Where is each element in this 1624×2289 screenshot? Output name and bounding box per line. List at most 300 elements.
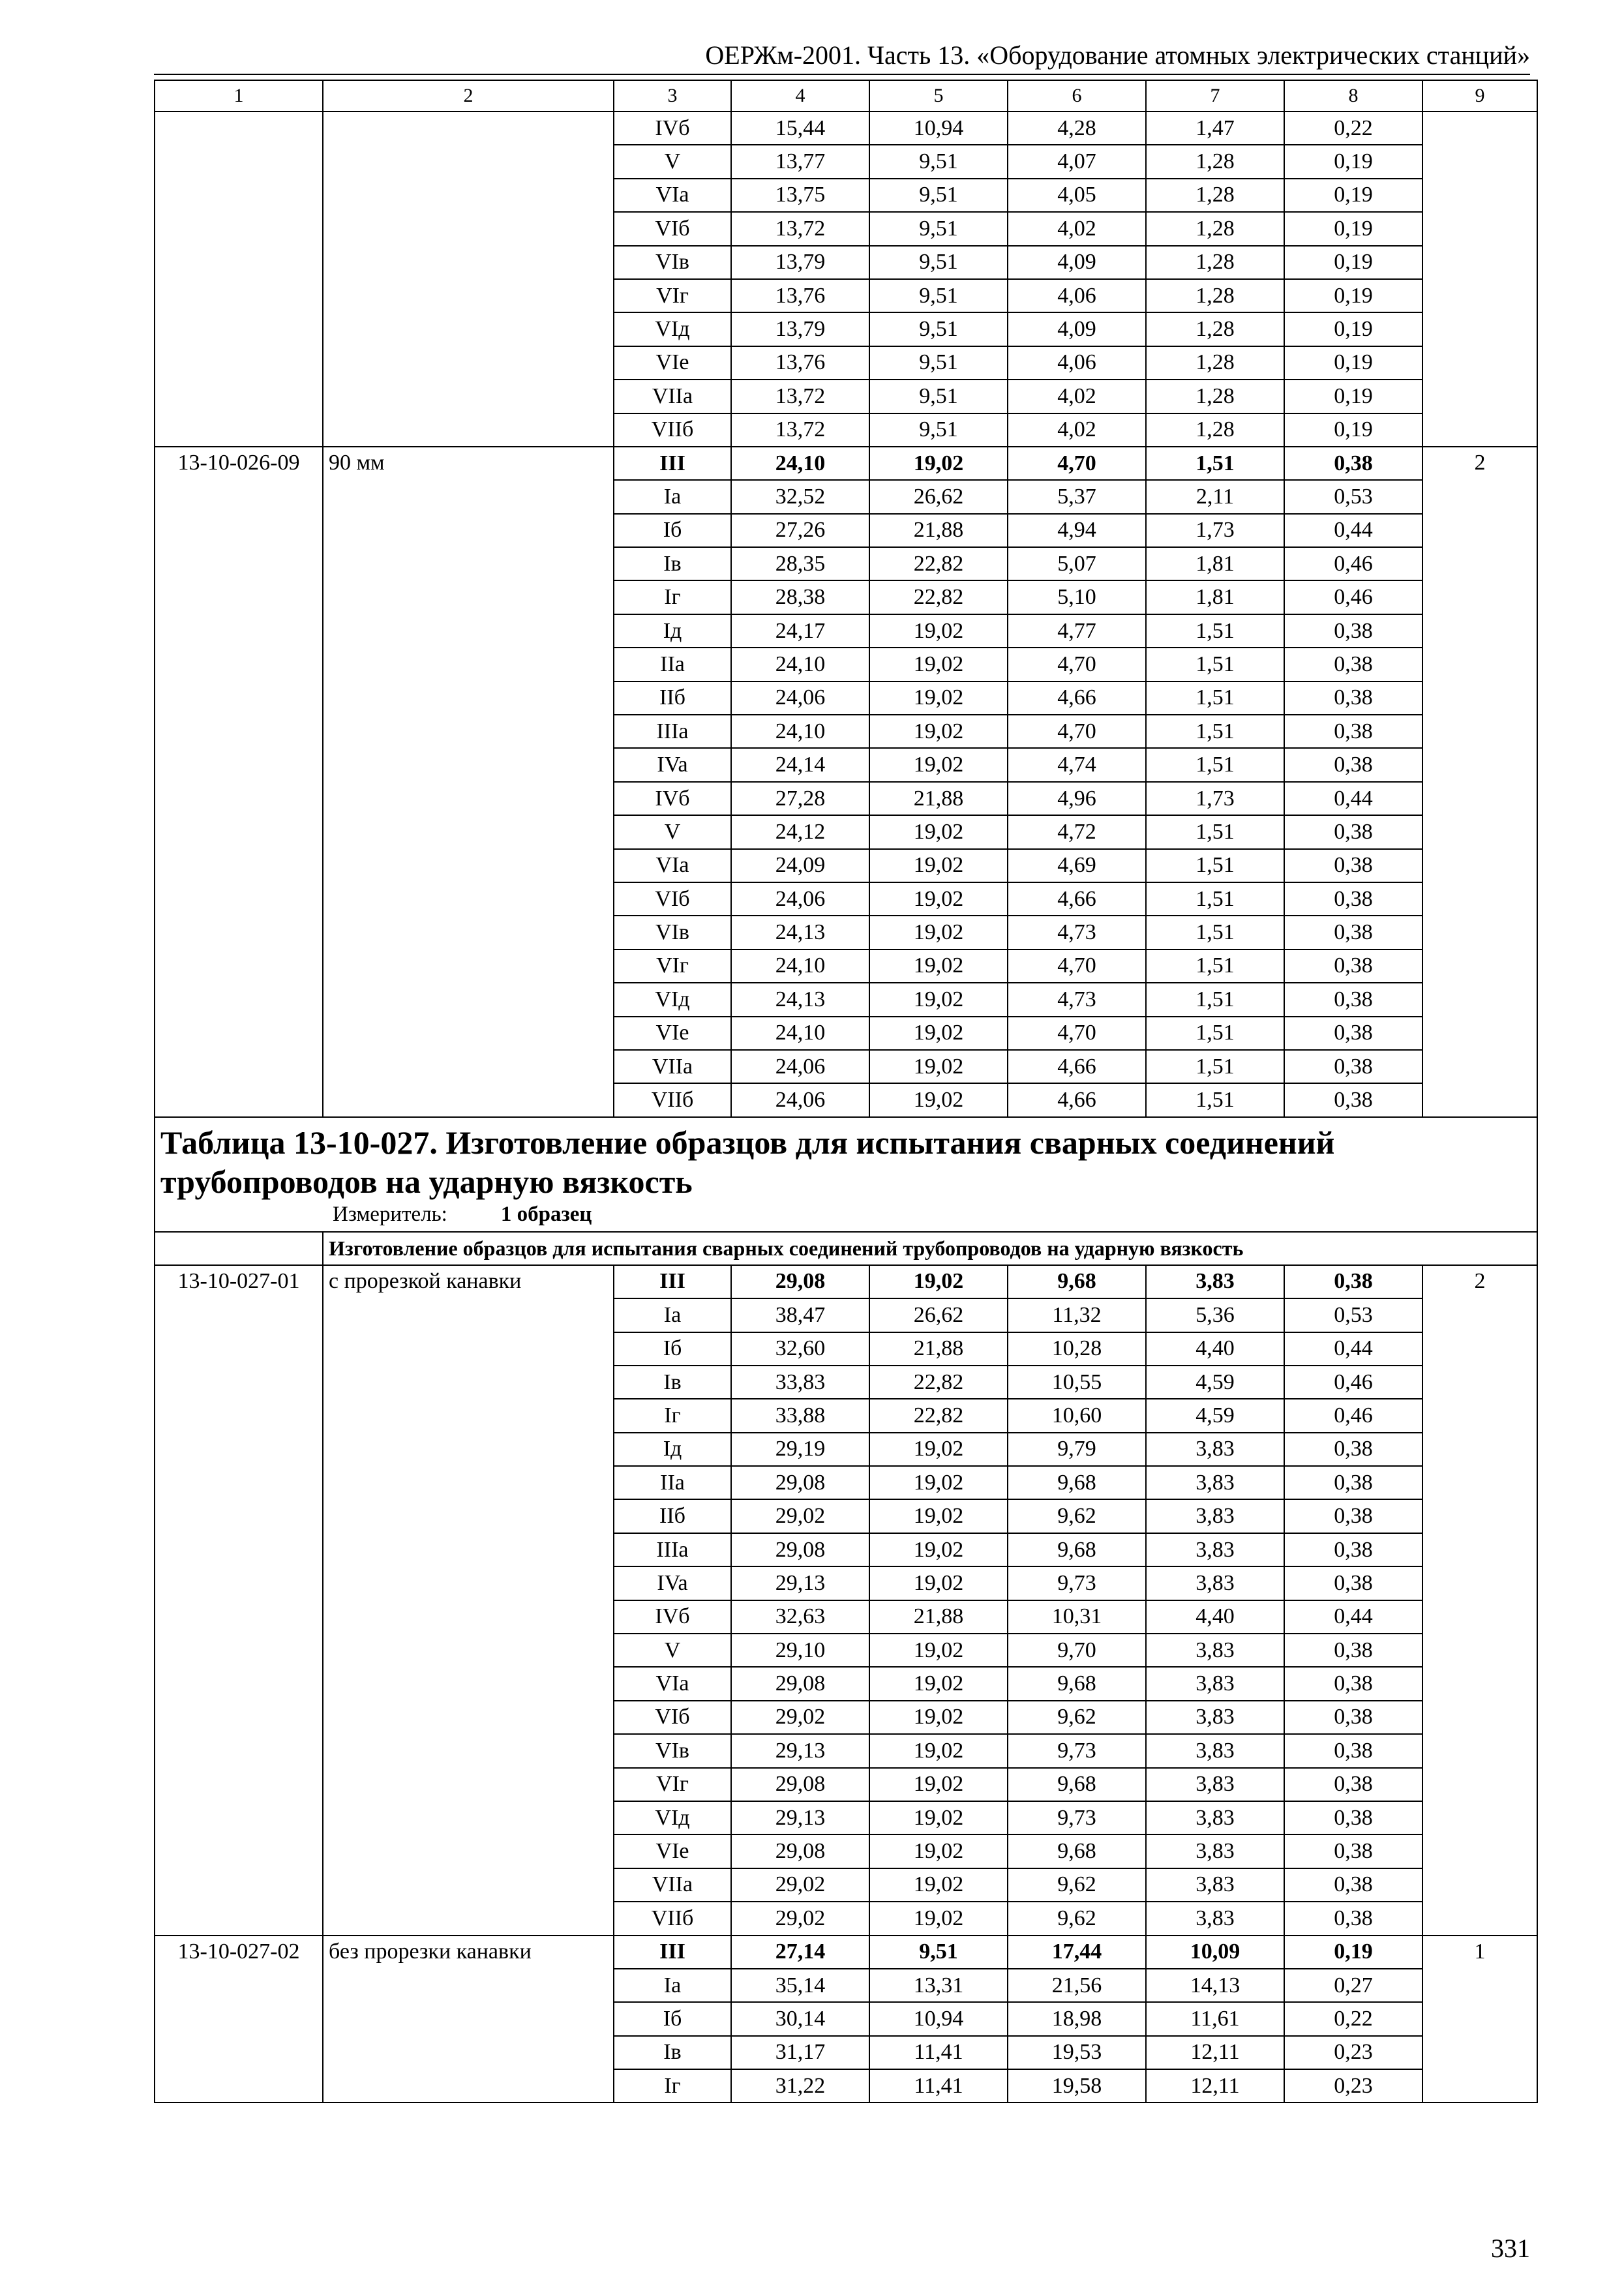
value-cell: 4,59 xyxy=(1146,1399,1284,1432)
zone-cell: Iв xyxy=(614,2036,731,2069)
zone-cell: V xyxy=(614,815,731,848)
zone-cell: VIe xyxy=(614,1017,731,1050)
value-cell: 26,62 xyxy=(869,1298,1008,1332)
value-cell: 9,73 xyxy=(1008,1566,1146,1600)
value-cell: 0,46 xyxy=(1284,1366,1422,1399)
value-cell: 9,51 xyxy=(869,246,1008,279)
value-cell: 9,51 xyxy=(869,279,1008,312)
value-cell: 9,68 xyxy=(1008,1667,1146,1700)
value-cell: 1,28 xyxy=(1146,413,1284,447)
value-cell: 0,19 xyxy=(1284,1936,1422,1969)
value-cell: 38,47 xyxy=(731,1298,869,1332)
value-cell: 22,82 xyxy=(869,1366,1008,1399)
value-cell: 19,02 xyxy=(869,1083,1008,1116)
zone-cell: IVб xyxy=(614,112,731,145)
value-cell: 1,51 xyxy=(1146,815,1284,848)
value-cell: 0,19 xyxy=(1284,279,1422,312)
value-cell: 22,82 xyxy=(869,1399,1008,1432)
value-cell: 9,68 xyxy=(1008,1265,1146,1298)
value-cell: 0,38 xyxy=(1284,1902,1422,1935)
zone-cell: IIб xyxy=(614,1499,731,1533)
value-cell: 24,17 xyxy=(731,614,869,648)
value-cell: 1,28 xyxy=(1146,179,1284,212)
value-cell: 35,14 xyxy=(731,1969,869,2002)
value-cell: 19,58 xyxy=(1008,2069,1146,2102)
value-cell: 24,09 xyxy=(731,849,869,882)
value-cell: 1,47 xyxy=(1146,112,1284,145)
value-cell: 24,10 xyxy=(731,1017,869,1050)
zone-cell: VIIб xyxy=(614,1083,731,1116)
value-cell: 10,94 xyxy=(869,112,1008,145)
value-cell: 0,38 xyxy=(1284,1499,1422,1533)
value-cell: 21,88 xyxy=(869,514,1008,547)
value-cell: 27,26 xyxy=(731,514,869,547)
value-cell: 0,19 xyxy=(1284,179,1422,212)
value-cell: 4,59 xyxy=(1146,1366,1284,1399)
rates-table xyxy=(154,80,1538,2103)
zone-cell: Ia xyxy=(614,1969,731,2002)
value-cell: 24,06 xyxy=(731,1083,869,1116)
zone-cell: IIa xyxy=(614,648,731,681)
value-cell: 21,88 xyxy=(869,782,1008,815)
value-cell: 1,28 xyxy=(1146,279,1284,312)
table-title: Таблица 13-10-027. Изготовление образцов для испытания сварных соединений трубопроводов на ударную вязкость xyxy=(160,1124,1335,1200)
value-cell: 9,62 xyxy=(1008,1499,1146,1533)
value-cell: 9,51 xyxy=(869,1936,1008,1969)
code-cell: 13-10-027-02 xyxy=(155,1936,323,2103)
zone-cell: VIIa xyxy=(614,380,731,413)
value-cell: 0,53 xyxy=(1284,1298,1422,1332)
value-cell: 4,72 xyxy=(1008,815,1146,848)
zone-cell: IVa xyxy=(614,1566,731,1600)
value-cell: 19,53 xyxy=(1008,2036,1146,2069)
value-cell: 19,02 xyxy=(869,1868,1008,1902)
code-cell: 13-10-027-01 xyxy=(155,1265,323,1936)
value-cell: 4,02 xyxy=(1008,212,1146,245)
value-cell: 24,12 xyxy=(731,815,869,848)
value-cell: 1,51 xyxy=(1146,1083,1284,1116)
value-cell: 0,38 xyxy=(1284,1701,1422,1734)
column-number: 7 xyxy=(1146,80,1284,112)
value-cell: 4,74 xyxy=(1008,748,1146,781)
value-cell: 1,28 xyxy=(1146,312,1284,346)
value-cell: 0,19 xyxy=(1284,312,1422,346)
column-number: 6 xyxy=(1008,80,1146,112)
value-cell: 19,02 xyxy=(869,1433,1008,1466)
value-cell: 33,83 xyxy=(731,1366,869,1399)
value-cell: 11,41 xyxy=(869,2069,1008,2102)
value-cell: 3,83 xyxy=(1146,1466,1284,1499)
value-cell: 1,51 xyxy=(1146,950,1284,983)
value-cell: 24,06 xyxy=(731,681,869,715)
value-cell: 4,73 xyxy=(1008,983,1146,1016)
value-cell: 0,38 xyxy=(1284,916,1422,949)
value-cell: 9,68 xyxy=(1008,1533,1146,1566)
value-cell: 11,61 xyxy=(1146,2002,1284,2035)
value-cell: 0,19 xyxy=(1284,380,1422,413)
value-cell: 13,79 xyxy=(731,246,869,279)
value-cell: 29,10 xyxy=(731,1634,869,1667)
value-cell: 19,02 xyxy=(869,1701,1008,1734)
value-cell: 29,08 xyxy=(731,1834,869,1868)
value-cell: 19,02 xyxy=(869,1902,1008,1935)
zone-cell: III xyxy=(614,447,731,480)
value-cell: 3,83 xyxy=(1146,1265,1284,1298)
zone-cell: VIIa xyxy=(614,1050,731,1083)
quantity-cell xyxy=(1422,112,1537,447)
value-cell: 29,02 xyxy=(731,1868,869,1902)
value-cell: 24,06 xyxy=(731,1050,869,1083)
value-cell: 19,02 xyxy=(869,849,1008,882)
value-cell: 3,83 xyxy=(1146,1533,1284,1566)
value-cell: 13,72 xyxy=(731,380,869,413)
value-cell: 0,38 xyxy=(1284,849,1422,882)
value-cell: 0,46 xyxy=(1284,547,1422,580)
value-cell: 4,77 xyxy=(1008,614,1146,648)
value-cell: 13,76 xyxy=(731,279,869,312)
value-cell: 4,66 xyxy=(1008,681,1146,715)
value-cell: 1,28 xyxy=(1146,346,1284,380)
value-cell: 9,51 xyxy=(869,179,1008,212)
value-cell: 9,51 xyxy=(869,346,1008,380)
value-cell: 19,02 xyxy=(869,1499,1008,1533)
value-cell: 1,51 xyxy=(1146,916,1284,949)
zone-cell: Iг xyxy=(614,580,731,614)
value-cell: 13,72 xyxy=(731,413,869,447)
value-cell: 30,14 xyxy=(731,2002,869,2035)
value-cell: 13,75 xyxy=(731,179,869,212)
value-cell: 0,38 xyxy=(1284,1734,1422,1767)
value-cell: 1,51 xyxy=(1146,983,1284,1016)
value-cell: 3,83 xyxy=(1146,1701,1284,1734)
value-cell: 19,02 xyxy=(869,748,1008,781)
value-cell: 24,10 xyxy=(731,648,869,681)
value-cell: 9,73 xyxy=(1008,1734,1146,1767)
value-cell: 0,23 xyxy=(1284,2069,1422,2102)
value-cell: 1,51 xyxy=(1146,681,1284,715)
quantity-cell: 1 xyxy=(1422,1936,1537,2103)
value-cell: 1,73 xyxy=(1146,782,1284,815)
value-cell: 32,60 xyxy=(731,1332,869,1366)
column-number: 3 xyxy=(614,80,731,112)
value-cell: 0,19 xyxy=(1284,246,1422,279)
value-cell: 19,02 xyxy=(869,1466,1008,1499)
value-cell: 19,02 xyxy=(869,950,1008,983)
value-cell: 13,76 xyxy=(731,346,869,380)
value-cell: 13,31 xyxy=(869,1969,1008,2002)
measure-line xyxy=(333,1201,1531,1227)
value-cell: 9,68 xyxy=(1008,1768,1146,1801)
value-cell: 0,38 xyxy=(1284,815,1422,848)
value-cell: 22,82 xyxy=(869,547,1008,580)
value-cell: 4,09 xyxy=(1008,312,1146,346)
value-cell: 10,09 xyxy=(1146,1936,1284,1969)
value-cell: 4,06 xyxy=(1008,346,1146,380)
zone-cell: VIa xyxy=(614,1667,731,1700)
value-cell: 19,02 xyxy=(869,1667,1008,1700)
value-cell: 4,70 xyxy=(1008,648,1146,681)
value-cell: 0,38 xyxy=(1284,1533,1422,1566)
value-cell: 19,02 xyxy=(869,447,1008,480)
value-cell: 9,73 xyxy=(1008,1801,1146,1834)
table-row xyxy=(155,1936,1537,1969)
value-cell: 10,94 xyxy=(869,2002,1008,2035)
value-cell: 4,73 xyxy=(1008,916,1146,949)
value-cell: 4,94 xyxy=(1008,514,1146,547)
value-cell: 26,62 xyxy=(869,480,1008,513)
zone-cell: IIб xyxy=(614,681,731,715)
zone-cell: VIIa xyxy=(614,1868,731,1902)
column-number: 2 xyxy=(323,80,614,112)
value-cell: 32,63 xyxy=(731,1600,869,1634)
value-cell: 22,82 xyxy=(869,580,1008,614)
value-cell: 19,02 xyxy=(869,681,1008,715)
zone-cell: Iб xyxy=(614,2002,731,2035)
zone-cell: VIг xyxy=(614,1768,731,1801)
value-cell: 0,44 xyxy=(1284,1600,1422,1634)
value-cell: 24,13 xyxy=(731,916,869,949)
value-cell: 13,79 xyxy=(731,312,869,346)
value-cell: 9,62 xyxy=(1008,1868,1146,1902)
zone-cell: VIб xyxy=(614,212,731,245)
value-cell: 0,38 xyxy=(1284,748,1422,781)
zone-cell: III xyxy=(614,1936,731,1969)
zone-cell: VIe xyxy=(614,1834,731,1868)
running-title: ОЕРЖм-2001. Часть 13. «Оборудование атомных электрических станций» xyxy=(705,40,1530,70)
value-cell: 29,19 xyxy=(731,1433,869,1466)
value-cell: 29,08 xyxy=(731,1768,869,1801)
zone-cell: IVб xyxy=(614,782,731,815)
value-cell: 4,69 xyxy=(1008,849,1146,882)
value-cell: 0,38 xyxy=(1284,648,1422,681)
zone-cell: VIIб xyxy=(614,413,731,447)
value-cell: 28,35 xyxy=(731,547,869,580)
section-blank-cell xyxy=(155,1232,323,1265)
quantity-cell: 2 xyxy=(1422,447,1537,1117)
value-cell: 1,28 xyxy=(1146,246,1284,279)
value-cell: 29,13 xyxy=(731,1734,869,1767)
value-cell: 4,09 xyxy=(1008,246,1146,279)
value-cell: 19,02 xyxy=(869,983,1008,1016)
value-cell: 0,38 xyxy=(1284,1566,1422,1600)
value-cell: 3,83 xyxy=(1146,1834,1284,1868)
zone-cell: VIa xyxy=(614,179,731,212)
value-cell: 0,19 xyxy=(1284,413,1422,447)
value-cell: 0,38 xyxy=(1284,1050,1422,1083)
value-cell: 10,55 xyxy=(1008,1366,1146,1399)
value-cell: 1,51 xyxy=(1146,748,1284,781)
value-cell: 0,38 xyxy=(1284,1667,1422,1700)
value-cell: 31,22 xyxy=(731,2069,869,2102)
value-cell: 29,02 xyxy=(731,1499,869,1533)
zone-cell: V xyxy=(614,145,731,178)
code-cell xyxy=(155,112,323,447)
zone-cell: V xyxy=(614,1634,731,1667)
value-cell: 28,38 xyxy=(731,580,869,614)
value-cell: 9,68 xyxy=(1008,1834,1146,1868)
description-cell xyxy=(323,112,614,447)
zone-cell: VIe xyxy=(614,346,731,380)
value-cell: 5,07 xyxy=(1008,547,1146,580)
value-cell: 0,19 xyxy=(1284,145,1422,178)
value-cell: 4,70 xyxy=(1008,447,1146,480)
value-cell: 15,44 xyxy=(731,112,869,145)
value-cell: 19,02 xyxy=(869,1566,1008,1600)
value-cell: 4,40 xyxy=(1146,1332,1284,1366)
value-cell: 24,10 xyxy=(731,447,869,480)
measure-label: Измеритель: xyxy=(333,1202,447,1226)
value-cell: 3,83 xyxy=(1146,1499,1284,1533)
value-cell: 0,22 xyxy=(1284,2002,1422,2035)
value-cell: 0,38 xyxy=(1284,1083,1422,1116)
value-cell: 3,83 xyxy=(1146,1734,1284,1767)
value-cell: 0,19 xyxy=(1284,346,1422,380)
value-cell: 9,51 xyxy=(869,312,1008,346)
value-cell: 0,38 xyxy=(1284,1834,1422,1868)
value-cell: 0,38 xyxy=(1284,950,1422,983)
zone-cell: VIг xyxy=(614,279,731,312)
value-cell: 3,83 xyxy=(1146,1902,1284,1935)
value-cell: 9,51 xyxy=(869,145,1008,178)
value-cell: 32,52 xyxy=(731,480,869,513)
value-cell: 19,02 xyxy=(869,882,1008,916)
zone-cell: VIг xyxy=(614,950,731,983)
value-cell: 0,38 xyxy=(1284,1017,1422,1050)
zone-cell: Iв xyxy=(614,1366,731,1399)
value-cell: 19,02 xyxy=(869,715,1008,748)
value-cell: 9,68 xyxy=(1008,1466,1146,1499)
description-cell: 90 мм xyxy=(323,447,614,1117)
column-number: 4 xyxy=(731,80,869,112)
zone-cell: Iб xyxy=(614,1332,731,1366)
zone-cell: IIIa xyxy=(614,1533,731,1566)
value-cell: 19,02 xyxy=(869,1017,1008,1050)
value-cell: 1,51 xyxy=(1146,882,1284,916)
code-cell: 13-10-026-09 xyxy=(155,447,323,1117)
value-cell: 4,40 xyxy=(1146,1600,1284,1634)
value-cell: 0,38 xyxy=(1284,447,1422,480)
zone-cell: Iг xyxy=(614,2069,731,2102)
header-rule xyxy=(154,74,1530,75)
value-cell: 0,44 xyxy=(1284,514,1422,547)
value-cell: 0,38 xyxy=(1284,1868,1422,1902)
value-cell: 0,38 xyxy=(1284,681,1422,715)
value-cell: 1,51 xyxy=(1146,849,1284,882)
column-number-row xyxy=(155,80,1537,112)
value-cell: 9,51 xyxy=(869,413,1008,447)
value-cell: 1,51 xyxy=(1146,614,1284,648)
zone-cell: IVa xyxy=(614,748,731,781)
value-cell: 29,02 xyxy=(731,1701,869,1734)
value-cell: 19,02 xyxy=(869,1634,1008,1667)
value-cell: 4,02 xyxy=(1008,413,1146,447)
value-cell: 29,13 xyxy=(731,1566,869,1600)
value-cell: 12,11 xyxy=(1146,2036,1284,2069)
section-heading-row xyxy=(155,1232,1537,1265)
zone-cell: VIa xyxy=(614,849,731,882)
value-cell: 29,13 xyxy=(731,1801,869,1834)
value-cell: 4,07 xyxy=(1008,145,1146,178)
value-cell: 19,02 xyxy=(869,648,1008,681)
zone-cell: VIб xyxy=(614,882,731,916)
value-cell: 3,83 xyxy=(1146,1868,1284,1902)
value-cell: 19,02 xyxy=(869,1801,1008,1834)
value-cell: 29,08 xyxy=(731,1533,869,1566)
value-cell: 9,51 xyxy=(869,212,1008,245)
value-cell: 24,06 xyxy=(731,882,869,916)
zone-cell: VIIб xyxy=(614,1902,731,1935)
value-cell: 3,83 xyxy=(1146,1433,1284,1466)
description-cell: без прорезки канавки xyxy=(323,1936,614,2103)
value-cell: 0,44 xyxy=(1284,782,1422,815)
value-cell: 9,79 xyxy=(1008,1433,1146,1466)
value-cell: 0,38 xyxy=(1284,882,1422,916)
value-cell: 3,83 xyxy=(1146,1768,1284,1801)
value-cell: 5,10 xyxy=(1008,580,1146,614)
value-cell: 19,02 xyxy=(869,1768,1008,1801)
column-number: 1 xyxy=(155,80,323,112)
value-cell: 4,70 xyxy=(1008,950,1146,983)
value-cell: 1,51 xyxy=(1146,715,1284,748)
value-cell: 13,72 xyxy=(731,212,869,245)
zone-cell: VIд xyxy=(614,983,731,1016)
value-cell: 4,66 xyxy=(1008,1050,1146,1083)
value-cell: 19,02 xyxy=(869,614,1008,648)
value-cell: 21,56 xyxy=(1008,1969,1146,2002)
zone-cell: VIб xyxy=(614,1701,731,1734)
value-cell: 1,51 xyxy=(1146,648,1284,681)
value-cell: 3,83 xyxy=(1146,1634,1284,1667)
value-cell: 13,77 xyxy=(731,145,869,178)
value-cell: 27,28 xyxy=(731,782,869,815)
value-cell: 33,88 xyxy=(731,1399,869,1432)
zone-cell: VIв xyxy=(614,1734,731,1767)
value-cell: 0,38 xyxy=(1284,1768,1422,1801)
value-cell: 19,02 xyxy=(869,916,1008,949)
table-title-cell xyxy=(155,1117,1537,1232)
value-cell: 0,38 xyxy=(1284,1801,1422,1834)
zone-cell: III xyxy=(614,1265,731,1298)
value-cell: 4,66 xyxy=(1008,1083,1146,1116)
value-cell: 1,51 xyxy=(1146,1050,1284,1083)
value-cell: 1,28 xyxy=(1146,212,1284,245)
value-cell: 1,51 xyxy=(1146,447,1284,480)
value-cell: 24,10 xyxy=(731,950,869,983)
value-cell: 1,81 xyxy=(1146,547,1284,580)
value-cell: 0,38 xyxy=(1284,1634,1422,1667)
column-number: 8 xyxy=(1284,80,1422,112)
zone-cell: IIIa xyxy=(614,715,731,748)
value-cell: 27,14 xyxy=(731,1936,869,1969)
value-cell: 24,13 xyxy=(731,983,869,1016)
value-cell: 4,70 xyxy=(1008,715,1146,748)
table-row xyxy=(155,1265,1537,1298)
value-cell: 19,02 xyxy=(869,1050,1008,1083)
value-cell: 2,11 xyxy=(1146,480,1284,513)
value-cell: 4,06 xyxy=(1008,279,1146,312)
quantity-cell: 2 xyxy=(1422,1265,1537,1936)
value-cell: 0,53 xyxy=(1284,480,1422,513)
value-cell: 4,70 xyxy=(1008,1017,1146,1050)
zone-cell: VIв xyxy=(614,916,731,949)
value-cell: 24,10 xyxy=(731,715,869,748)
value-cell: 31,17 xyxy=(731,2036,869,2069)
zone-cell: Ia xyxy=(614,480,731,513)
value-cell: 0,38 xyxy=(1284,1265,1422,1298)
value-cell: 19,02 xyxy=(869,1265,1008,1298)
zone-cell: Ia xyxy=(614,1298,731,1332)
value-cell: 1,73 xyxy=(1146,514,1284,547)
